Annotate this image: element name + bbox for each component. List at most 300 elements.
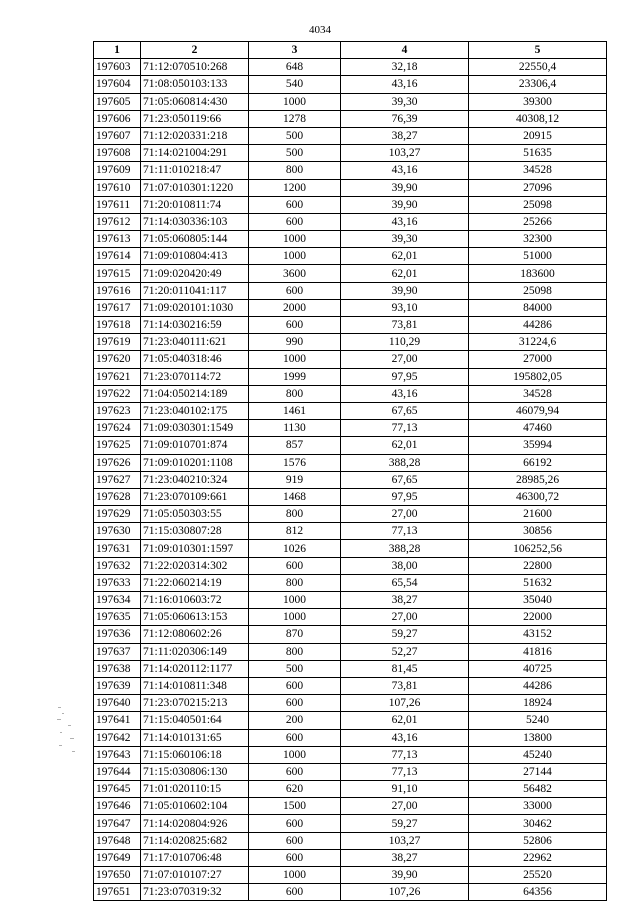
table-row (94, 265, 607, 282)
table-row (94, 145, 607, 162)
value-cell: 20915 (469, 127, 607, 144)
row-id-cell: 197625 (94, 437, 141, 454)
row-id-cell: 197617 (94, 299, 141, 316)
value-cell: 44286 (469, 677, 607, 694)
area-cell: 1576 (249, 454, 341, 471)
cadastral-number-cell: 71:15:060106:18 (141, 746, 249, 763)
rate-cell: 76,39 (341, 110, 469, 127)
cadastral-number-cell: 71:11:020306:149 (141, 643, 249, 660)
area-cell: 1461 (249, 402, 341, 419)
rate-cell: 91,10 (341, 781, 469, 798)
value-cell: 32300 (469, 231, 607, 248)
cadastral-number-cell: 71:23:070215:213 (141, 695, 249, 712)
row-id-cell: 197633 (94, 574, 141, 591)
value-cell: 34528 (469, 385, 607, 402)
value-cell: 46300,72 (469, 488, 607, 505)
area-cell: 600 (249, 815, 341, 832)
rate-cell: 38,27 (341, 849, 469, 866)
row-id-cell: 197619 (94, 334, 141, 351)
value-cell: 40725 (469, 660, 607, 677)
value-cell: 84000 (469, 299, 607, 316)
rate-cell: 97,95 (341, 368, 469, 385)
row-id-cell: 197606 (94, 110, 141, 127)
area-cell: 857 (249, 437, 341, 454)
row-id-cell: 197649 (94, 849, 141, 866)
rate-cell: 97,95 (341, 488, 469, 505)
row-id-cell: 197648 (94, 832, 141, 849)
value-cell: 66192 (469, 454, 607, 471)
value-cell: 22800 (469, 557, 607, 574)
table-row (94, 385, 607, 402)
table-row (94, 609, 607, 626)
rate-cell: 39,90 (341, 282, 469, 299)
rate-cell: 27,00 (341, 798, 469, 815)
value-cell: 43152 (469, 626, 607, 643)
rate-cell: 27,00 (341, 609, 469, 626)
table-row (94, 351, 607, 368)
rate-cell: 62,01 (341, 265, 469, 282)
cadastral-number-cell: 71:14:021004:291 (141, 145, 249, 162)
cadastral-number-cell: 71:16:010603:72 (141, 592, 249, 609)
column-header-4: 4 (341, 42, 469, 59)
area-cell: 1130 (249, 420, 341, 437)
rate-cell: 43,16 (341, 162, 469, 179)
rate-cell: 39,30 (341, 93, 469, 110)
area-cell: 600 (249, 677, 341, 694)
value-cell: 25520 (469, 867, 607, 884)
rate-cell: 67,65 (341, 471, 469, 488)
table-row (94, 660, 607, 677)
area-cell: 3600 (249, 265, 341, 282)
row-id-cell: 197630 (94, 523, 141, 540)
cadastral-number-cell: 71:22:020314:302 (141, 557, 249, 574)
rate-cell: 77,13 (341, 763, 469, 780)
cadastral-number-cell: 71:05:060814:430 (141, 93, 249, 110)
cadastral-number-cell: 71:23:040111:621 (141, 334, 249, 351)
table-row (94, 867, 607, 884)
row-id-cell: 197621 (94, 368, 141, 385)
cadastral-number-cell: 71:12:020331:218 (141, 127, 249, 144)
table-row (94, 368, 607, 385)
row-id-cell: 197647 (94, 815, 141, 832)
table-row (94, 729, 607, 746)
value-cell: 40308,12 (469, 110, 607, 127)
value-cell: 27144 (469, 763, 607, 780)
rate-cell: 81,45 (341, 660, 469, 677)
row-id-cell: 197651 (94, 884, 141, 901)
column-header-1: 1 (94, 42, 141, 59)
rate-cell: 39,90 (341, 179, 469, 196)
value-cell: 106252,56 (469, 540, 607, 557)
value-cell: 22000 (469, 609, 607, 626)
value-cell: 30856 (469, 523, 607, 540)
cadastral-number-cell: 71:09:020101:1030 (141, 299, 249, 316)
value-cell: 51635 (469, 145, 607, 162)
registry-table (93, 41, 607, 901)
table-row (94, 231, 607, 248)
cadastral-number-cell: 71:05:050303:55 (141, 506, 249, 523)
rate-cell: 73,81 (341, 317, 469, 334)
value-cell: 22962 (469, 849, 607, 866)
table-row (94, 76, 607, 93)
cadastral-number-cell: 71:22:060214:19 (141, 574, 249, 591)
value-cell: 34528 (469, 162, 607, 179)
column-header-3: 3 (249, 42, 341, 59)
rate-cell: 67,65 (341, 402, 469, 419)
cadastral-number-cell: 71:08:050103:133 (141, 76, 249, 93)
cadastral-number-cell: 71:23:040102:175 (141, 402, 249, 419)
table-row (94, 196, 607, 213)
rate-cell: 65,54 (341, 574, 469, 591)
cadastral-number-cell: 71:14:020804:926 (141, 815, 249, 832)
area-cell: 1000 (249, 231, 341, 248)
area-cell: 600 (249, 196, 341, 213)
rate-cell: 77,13 (341, 420, 469, 437)
table-row (94, 557, 607, 574)
rate-cell: 93,10 (341, 299, 469, 316)
table-row (94, 127, 607, 144)
value-cell: 47460 (469, 420, 607, 437)
table-row (94, 712, 607, 729)
row-id-cell: 197643 (94, 746, 141, 763)
cadastral-number-cell: 71:01:020110:15 (141, 781, 249, 798)
table-row (94, 574, 607, 591)
rate-cell: 43,16 (341, 385, 469, 402)
value-cell: 45240 (469, 746, 607, 763)
rate-cell: 52,27 (341, 643, 469, 660)
cadastral-number-cell: 71:23:070109:661 (141, 488, 249, 505)
cadastral-number-cell: 71:20:011041:117 (141, 282, 249, 299)
scan-artifact (56, 705, 78, 755)
value-cell: 64356 (469, 884, 607, 901)
row-id-cell: 197632 (94, 557, 141, 574)
row-id-cell: 197615 (94, 265, 141, 282)
value-cell: 30462 (469, 815, 607, 832)
cadastral-number-cell: 71:09:010201:1108 (141, 454, 249, 471)
value-cell: 27096 (469, 179, 607, 196)
rate-cell: 38,00 (341, 557, 469, 574)
row-id-cell: 197640 (94, 695, 141, 712)
rate-cell: 73,81 (341, 677, 469, 694)
rate-cell: 110,29 (341, 334, 469, 351)
area-cell: 1000 (249, 592, 341, 609)
rate-cell: 62,01 (341, 248, 469, 265)
area-cell: 500 (249, 127, 341, 144)
row-id-cell: 197622 (94, 385, 141, 402)
row-id-cell: 197618 (94, 317, 141, 334)
rate-cell: 103,27 (341, 832, 469, 849)
area-cell: 1500 (249, 798, 341, 815)
area-cell: 600 (249, 832, 341, 849)
table-row (94, 677, 607, 694)
area-cell: 990 (249, 334, 341, 351)
value-cell: 25266 (469, 213, 607, 230)
table-row (94, 506, 607, 523)
area-cell: 648 (249, 59, 341, 76)
area-cell: 800 (249, 162, 341, 179)
rate-cell: 62,01 (341, 437, 469, 454)
rate-cell: 39,90 (341, 196, 469, 213)
row-id-cell: 197616 (94, 282, 141, 299)
rate-cell: 43,16 (341, 729, 469, 746)
rate-cell: 39,90 (341, 867, 469, 884)
row-id-cell: 197645 (94, 781, 141, 798)
area-cell: 1278 (249, 110, 341, 127)
row-id-cell: 197609 (94, 162, 141, 179)
rate-cell: 43,16 (341, 76, 469, 93)
area-cell: 600 (249, 282, 341, 299)
cadastral-number-cell: 71:15:030807:28 (141, 523, 249, 540)
value-cell: 22550,4 (469, 59, 607, 76)
value-cell: 41816 (469, 643, 607, 660)
rate-cell: 107,26 (341, 884, 469, 901)
cadastral-number-cell: 71:07:010107:27 (141, 867, 249, 884)
cadastral-number-cell: 71:09:010301:1597 (141, 540, 249, 557)
rate-cell: 388,28 (341, 540, 469, 557)
value-cell: 46079,94 (469, 402, 607, 419)
row-id-cell: 197627 (94, 471, 141, 488)
value-cell: 35040 (469, 592, 607, 609)
rate-cell: 77,13 (341, 746, 469, 763)
row-id-cell: 197641 (94, 712, 141, 729)
row-id-cell: 197646 (94, 798, 141, 815)
table-row (94, 93, 607, 110)
row-id-cell: 197612 (94, 213, 141, 230)
row-id-cell: 197607 (94, 127, 141, 144)
value-cell: 33000 (469, 798, 607, 815)
area-cell: 600 (249, 695, 341, 712)
cadastral-number-cell: 71:14:030216:59 (141, 317, 249, 334)
cadastral-number-cell: 71:12:080602:26 (141, 626, 249, 643)
cadastral-number-cell: 71:09:010804:413 (141, 248, 249, 265)
cadastral-number-cell: 71:09:020420:49 (141, 265, 249, 282)
table-row (94, 592, 607, 609)
value-cell: 5240 (469, 712, 607, 729)
row-id-cell: 197642 (94, 729, 141, 746)
area-cell: 600 (249, 213, 341, 230)
row-id-cell: 197611 (94, 196, 141, 213)
row-id-cell: 197628 (94, 488, 141, 505)
cadastral-number-cell: 71:12:070510:268 (141, 59, 249, 76)
area-cell: 600 (249, 849, 341, 866)
rate-cell: 59,27 (341, 815, 469, 832)
area-cell: 1468 (249, 488, 341, 505)
table-row (94, 695, 607, 712)
cadastral-number-cell: 71:05:040318:46 (141, 351, 249, 368)
value-cell: 13800 (469, 729, 607, 746)
rate-cell: 62,01 (341, 712, 469, 729)
area-cell: 500 (249, 145, 341, 162)
table-row (94, 334, 607, 351)
cadastral-number-cell: 71:05:010602:104 (141, 798, 249, 815)
rate-cell: 59,27 (341, 626, 469, 643)
cadastral-number-cell: 71:23:070114:72 (141, 368, 249, 385)
cadastral-number-cell: 71:04:050214:189 (141, 385, 249, 402)
row-id-cell: 197638 (94, 660, 141, 677)
area-cell: 1200 (249, 179, 341, 196)
row-id-cell: 197623 (94, 402, 141, 419)
cadastral-number-cell: 71:11:010218:47 (141, 162, 249, 179)
cadastral-number-cell: 71:17:010706:48 (141, 849, 249, 866)
row-id-cell: 197639 (94, 677, 141, 694)
table-row (94, 849, 607, 866)
area-cell: 600 (249, 884, 341, 901)
rate-cell: 32,18 (341, 59, 469, 76)
table-row (94, 179, 607, 196)
table-row (94, 317, 607, 334)
row-id-cell: 197614 (94, 248, 141, 265)
table-row (94, 643, 607, 660)
row-id-cell: 197636 (94, 626, 141, 643)
cadastral-number-cell: 71:09:030301:1549 (141, 420, 249, 437)
table-row (94, 488, 607, 505)
value-cell: 56482 (469, 781, 607, 798)
row-id-cell: 197604 (94, 76, 141, 93)
row-id-cell: 197603 (94, 59, 141, 76)
area-cell: 600 (249, 317, 341, 334)
cadastral-number-cell: 71:09:010701:874 (141, 437, 249, 454)
row-id-cell: 197626 (94, 454, 141, 471)
area-cell: 1026 (249, 540, 341, 557)
cadastral-number-cell: 71:23:050119:66 (141, 110, 249, 127)
row-id-cell: 197620 (94, 351, 141, 368)
cadastral-number-cell: 71:15:030806:130 (141, 763, 249, 780)
area-cell: 600 (249, 763, 341, 780)
rate-cell: 27,00 (341, 351, 469, 368)
value-cell: 35994 (469, 437, 607, 454)
table-row (94, 884, 607, 901)
row-id-cell: 197624 (94, 420, 141, 437)
rate-cell: 38,27 (341, 592, 469, 609)
area-cell: 1000 (249, 609, 341, 626)
table-row (94, 781, 607, 798)
table-row (94, 815, 607, 832)
area-cell: 800 (249, 643, 341, 660)
row-id-cell: 197634 (94, 592, 141, 609)
value-cell: 18924 (469, 695, 607, 712)
table-row (94, 523, 607, 540)
rate-cell: 27,00 (341, 506, 469, 523)
table-row (94, 437, 607, 454)
rate-cell: 38,27 (341, 127, 469, 144)
area-cell: 1000 (249, 248, 341, 265)
row-id-cell: 197637 (94, 643, 141, 660)
area-cell: 919 (249, 471, 341, 488)
table-row (94, 454, 607, 471)
area-cell: 600 (249, 557, 341, 574)
cadastral-number-cell: 71:14:030336:103 (141, 213, 249, 230)
row-id-cell: 197631 (94, 540, 141, 557)
row-id-cell: 197629 (94, 506, 141, 523)
table-row (94, 420, 607, 437)
row-id-cell: 197605 (94, 93, 141, 110)
row-id-cell: 197650 (94, 867, 141, 884)
table-row (94, 110, 607, 127)
table-row (94, 763, 607, 780)
row-id-cell: 197644 (94, 763, 141, 780)
rate-cell: 388,28 (341, 454, 469, 471)
value-cell: 21600 (469, 506, 607, 523)
value-cell: 51632 (469, 574, 607, 591)
cadastral-number-cell: 71:20:010811:74 (141, 196, 249, 213)
table-row (94, 746, 607, 763)
area-cell: 1000 (249, 351, 341, 368)
cadastral-number-cell: 71:14:010811:348 (141, 677, 249, 694)
value-cell: 27000 (469, 351, 607, 368)
table-row (94, 248, 607, 265)
value-cell: 28985,26 (469, 471, 607, 488)
value-cell: 39300 (469, 93, 607, 110)
table-row (94, 59, 607, 76)
column-header-2: 2 (141, 42, 249, 59)
value-cell: 195802,05 (469, 368, 607, 385)
rate-cell: 103,27 (341, 145, 469, 162)
row-id-cell: 197608 (94, 145, 141, 162)
area-cell: 500 (249, 660, 341, 677)
table-body (94, 59, 607, 901)
table-row (94, 402, 607, 419)
area-cell: 800 (249, 385, 341, 402)
cadastral-number-cell: 71:23:040210:324 (141, 471, 249, 488)
area-cell: 620 (249, 781, 341, 798)
rate-cell: 77,13 (341, 523, 469, 540)
table-header-row (94, 42, 607, 59)
value-cell: 23306,4 (469, 76, 607, 93)
value-cell: 31224,6 (469, 334, 607, 351)
cadastral-number-cell: 71:14:020825:682 (141, 832, 249, 849)
area-cell: 1000 (249, 867, 341, 884)
table-row (94, 162, 607, 179)
area-cell: 540 (249, 76, 341, 93)
table-row (94, 626, 607, 643)
area-cell: 200 (249, 712, 341, 729)
table-row (94, 832, 607, 849)
area-cell: 1000 (249, 746, 341, 763)
row-id-cell: 197613 (94, 231, 141, 248)
cadastral-number-cell: 71:14:020112:1177 (141, 660, 249, 677)
table-row (94, 282, 607, 299)
rate-cell: 43,16 (341, 213, 469, 230)
rate-cell: 39,30 (341, 231, 469, 248)
table-row (94, 299, 607, 316)
area-cell: 1000 (249, 93, 341, 110)
cadastral-number-cell: 71:05:060805:144 (141, 231, 249, 248)
cadastral-number-cell: 71:14:010131:65 (141, 729, 249, 746)
area-cell: 800 (249, 574, 341, 591)
page-number: 4034 (309, 24, 331, 36)
area-cell: 800 (249, 506, 341, 523)
value-cell: 183600 (469, 265, 607, 282)
value-cell: 25098 (469, 282, 607, 299)
rate-cell: 107,26 (341, 695, 469, 712)
table-row (94, 213, 607, 230)
cadastral-number-cell: 71:07:010301:1220 (141, 179, 249, 196)
column-header-5: 5 (469, 42, 607, 59)
area-cell: 870 (249, 626, 341, 643)
value-cell: 25098 (469, 196, 607, 213)
area-cell: 812 (249, 523, 341, 540)
area-cell: 600 (249, 729, 341, 746)
table-row (94, 798, 607, 815)
value-cell: 52806 (469, 832, 607, 849)
table-row (94, 540, 607, 557)
value-cell: 51000 (469, 248, 607, 265)
cadastral-number-cell: 71:15:040501:64 (141, 712, 249, 729)
cadastral-number-cell: 71:05:060613:153 (141, 609, 249, 626)
row-id-cell: 197610 (94, 179, 141, 196)
value-cell: 44286 (469, 317, 607, 334)
row-id-cell: 197635 (94, 609, 141, 626)
